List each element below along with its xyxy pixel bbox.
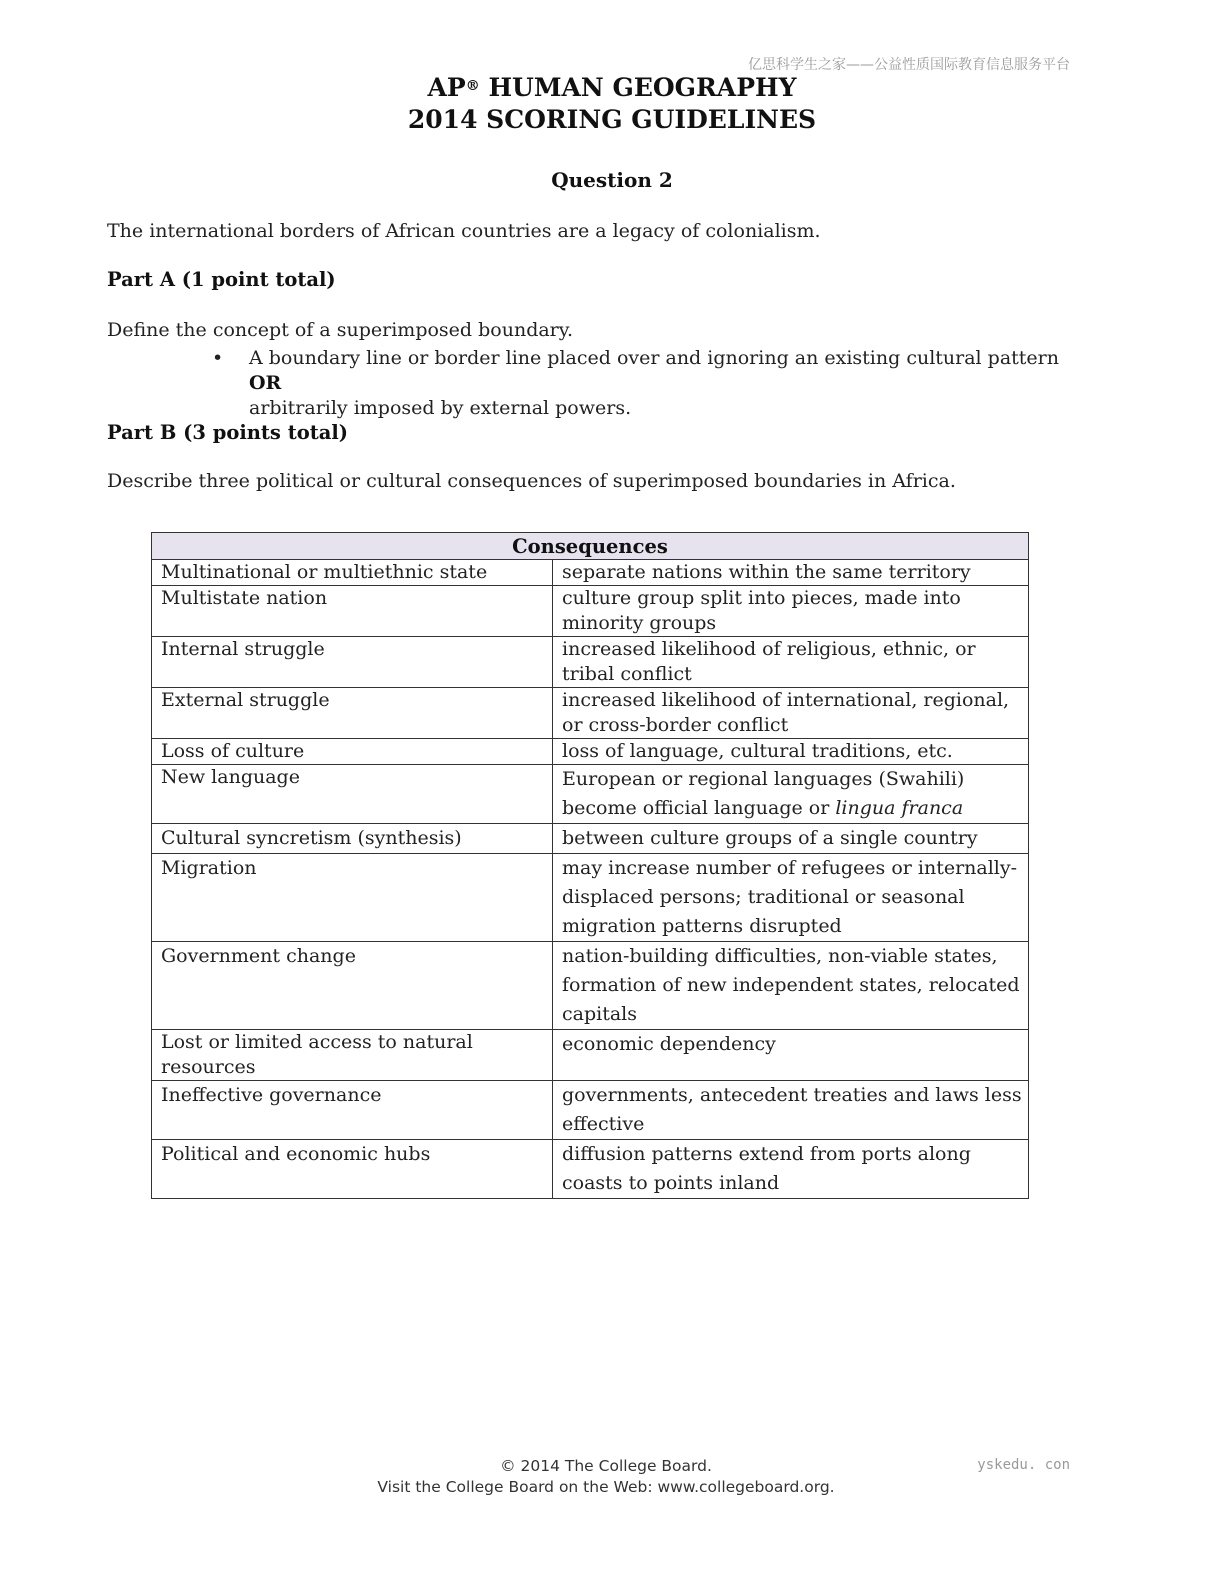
question-title: Question 2 — [551, 168, 673, 192]
part-b-heading: Part B (3 points total) — [107, 421, 348, 444]
consequence-description: governments, antecedent treaties and laws less effective — [553, 1081, 1029, 1140]
table-row — [152, 1030, 1029, 1081]
table-row — [152, 637, 1029, 688]
table-row — [152, 586, 1029, 637]
bullet-point: • — [212, 347, 224, 369]
table-row — [152, 854, 1029, 942]
website-text: Visit the College Board on the Web: www.collegeboard.org. — [377, 1478, 835, 1496]
header-line-2: 2014 SCORING GUIDELINES — [407, 105, 817, 134]
table-row — [152, 560, 1029, 586]
consequence-description: culture group split into pieces, made into minority groups — [553, 586, 1029, 637]
consequence-name: External struggle — [152, 688, 553, 739]
consequence-name: Ineffective governance — [152, 1081, 553, 1140]
consequences-table — [151, 532, 1029, 1199]
consequence-description: separate nations within the same territory — [553, 560, 1029, 586]
consequence-description: loss of language, cultural traditions, etc. — [553, 739, 1029, 765]
consequence-name: New language — [152, 765, 553, 824]
consequence-description: may increase number of refugees or internally-displaced persons; traditional or seasonal migration patterns disrupted — [553, 854, 1029, 942]
consequence-name: Migration — [152, 854, 553, 942]
part-a-heading: Part A (1 point total) — [107, 268, 336, 291]
part-b-prompt: Describe three political or cultural consequences of superimposed boundaries in Africa. — [107, 470, 956, 492]
table-row — [152, 765, 1029, 824]
consequence-name: Loss of culture — [152, 739, 553, 765]
consequence-description: nation-building difficulties, non-viable states, formation of new independent states, relocated capitals — [553, 942, 1029, 1030]
header-line-1: AP® HUMAN GEOGRAPHY — [427, 73, 797, 102]
or-keyword: OR — [249, 372, 282, 394]
consequence-name: Lost or limited access to natural resources — [152, 1030, 553, 1081]
consequence-name: Multistate nation — [152, 586, 553, 637]
table-row — [152, 688, 1029, 739]
consequence-name: Government change — [152, 942, 553, 1030]
consequence-name: Cultural syncretism (synthesis) — [152, 824, 553, 854]
consequence-description: increased likelihood of international, regional, or cross-border conflict — [553, 688, 1029, 739]
part-a-answer: A boundary line or border line placed over and ignoring an existing cultural pattern OR arbitrarily imposed by external powers. — [249, 347, 1059, 419]
consequence-description: between culture groups of a single country — [553, 824, 1029, 854]
copyright-text: © 2014 The College Board. — [500, 1457, 712, 1475]
part-a-prompt: Define the concept of a superimposed boundary. — [107, 319, 574, 341]
consequence-name: Internal struggle — [152, 637, 553, 688]
registered-mark: ® — [465, 78, 480, 94]
consequence-name: Political and economic hubs — [152, 1140, 553, 1199]
consequence-description: increased likelihood of religious, ethnic, or tribal conflict — [553, 637, 1029, 688]
table-row — [152, 942, 1029, 1030]
table-header-row — [152, 533, 1029, 560]
table-row — [152, 1140, 1029, 1199]
consequence-name: Multinational or multiethnic state — [152, 560, 553, 586]
page-header — [0, 72, 1224, 136]
table-row — [152, 824, 1029, 854]
consequence-description: European or regional languages (Swahili) become official language or lingua franca — [553, 765, 1029, 824]
italic-term: lingua franca — [835, 797, 964, 819]
table-row — [152, 1081, 1029, 1140]
intro-text: The international borders of African countries are a legacy of colonialism. — [107, 220, 821, 242]
consequence-description: economic dependency — [553, 1030, 1029, 1081]
consequence-description: diffusion patterns extend from ports along coasts to points inland — [553, 1140, 1029, 1199]
table-row — [152, 739, 1029, 765]
watermark-bottom: yskedu. con — [977, 1457, 1070, 1473]
table-header: Consequences — [152, 533, 1029, 560]
watermark-top: 亿思科学生之家——公益性质国际教育信息服务平台 — [748, 57, 1070, 73]
